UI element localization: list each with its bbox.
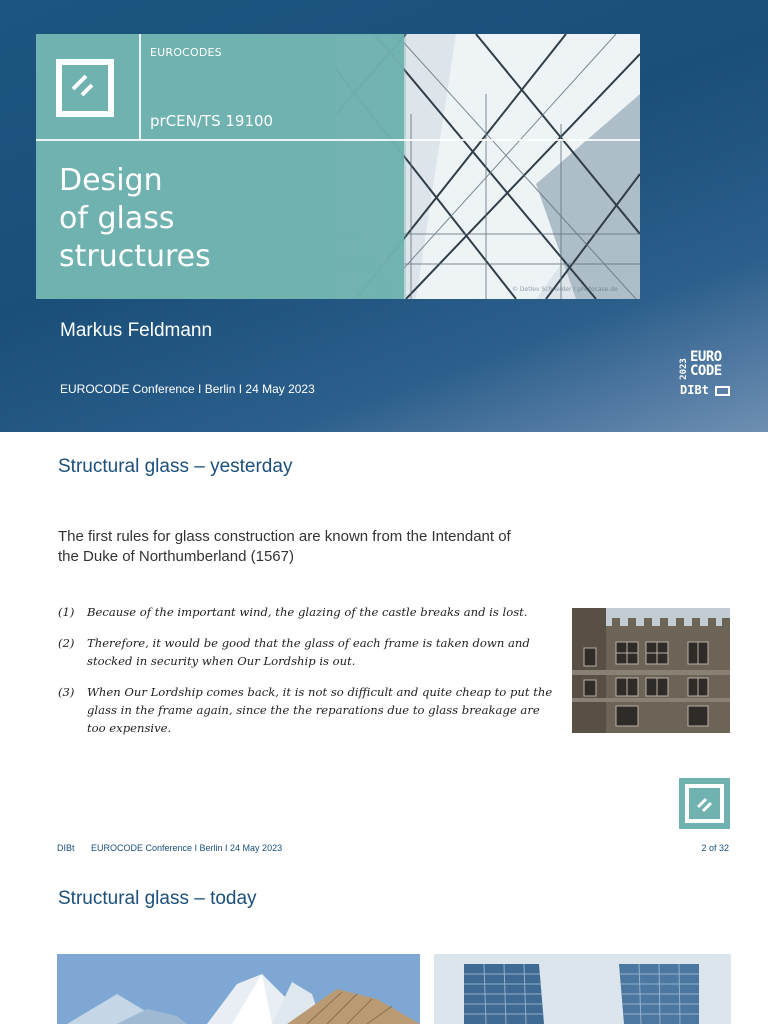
conference-line: EUROCODE Conference I Berlin I 24 May 2023 bbox=[60, 382, 315, 396]
page-number: 2 of 32 bbox=[701, 843, 729, 853]
title-slide bbox=[0, 0, 768, 432]
photo-credit: © Detlev Schneider / photocase.de bbox=[512, 286, 618, 293]
modern-glass-building-photo bbox=[57, 954, 420, 1024]
eurocode-2023-logo bbox=[680, 350, 732, 398]
list-item-number: (2) bbox=[58, 636, 75, 650]
logo-word-code: CODE bbox=[690, 363, 722, 379]
series-label: EUROCODES bbox=[150, 46, 222, 59]
slide-title: Structural glass – today bbox=[58, 888, 257, 909]
glass-towers-photo bbox=[434, 954, 731, 1024]
list-item bbox=[58, 683, 558, 737]
logo-year: 2023 bbox=[679, 358, 689, 380]
author-name: Markus Feldmann bbox=[60, 320, 213, 341]
intro-paragraph: The first rules for glass construction are known from the Intendant of the Duke of Northumberland (1567) bbox=[58, 528, 511, 565]
list-item bbox=[58, 603, 558, 621]
banner-divider-horizontal bbox=[36, 139, 640, 141]
list-item-number: (1) bbox=[58, 605, 75, 619]
title-line-3: structures bbox=[59, 239, 211, 274]
presentation-title bbox=[59, 162, 319, 276]
list-item-number: (3) bbox=[58, 685, 75, 699]
content-slide-yesterday bbox=[0, 432, 768, 864]
list-item bbox=[58, 634, 558, 670]
footer-org: DIBt bbox=[57, 843, 75, 853]
list-item-text: Therefore, it would be good that the glass of each frame is taken down and stocked in security when Our Lordship is out. bbox=[87, 636, 530, 668]
footer-conference: EUROCODE Conference I Berlin I 24 May 2023 bbox=[91, 843, 283, 853]
list-item-text: When Our Lordship comes back, it is not so difficult and quite cheap to put the glass in the frame again, since the the reparations due to glass breakage are too expensive. bbox=[87, 685, 553, 735]
list-item-text: Because of the important wind, the glazing of the castle breaks and is lost. bbox=[87, 605, 528, 619]
slide-title: Structural glass – yesterday bbox=[58, 456, 293, 477]
content-slide-today bbox=[0, 864, 768, 1024]
logo-org: DIBt bbox=[680, 383, 709, 397]
standard-number: prCEN/TS 19100 bbox=[150, 112, 274, 130]
title-line-2: of glass bbox=[59, 201, 175, 236]
castle-photo bbox=[572, 608, 730, 733]
rules-list bbox=[58, 603, 558, 737]
title-banner bbox=[36, 34, 640, 299]
title-line-1: Design bbox=[59, 163, 163, 198]
banner-divider-vertical bbox=[139, 34, 141, 139]
eurocodes-square-logo-icon bbox=[56, 59, 114, 117]
logo-word-euro: EURO bbox=[690, 349, 722, 365]
eurocodes-footer-logo-icon bbox=[679, 778, 730, 829]
logo-box-icon bbox=[715, 386, 730, 396]
